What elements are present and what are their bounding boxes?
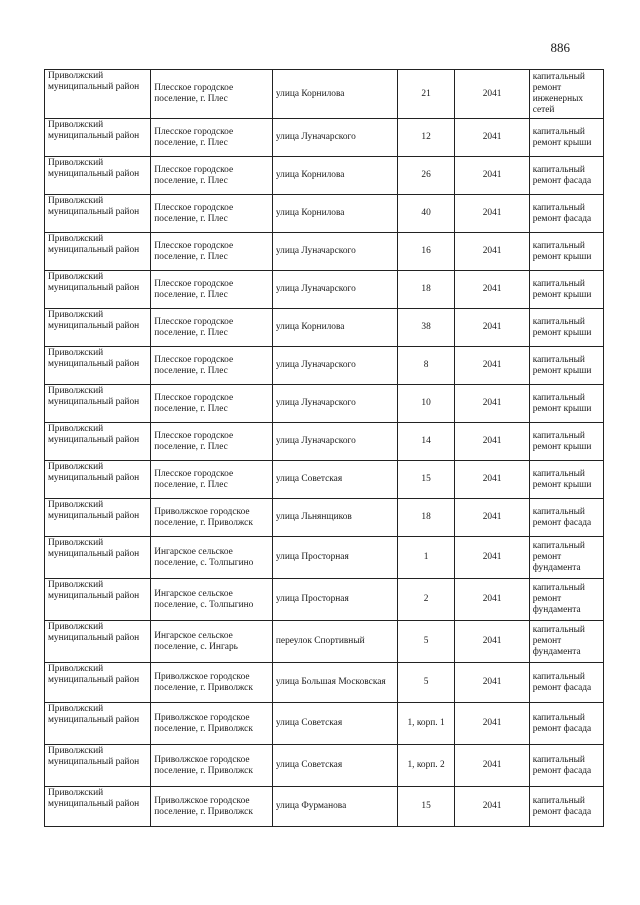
table-row: [45, 385, 604, 423]
street-cell: улица Корнилова: [272, 157, 397, 195]
street-cell: улица Луначарского: [272, 347, 397, 385]
street-cell: улица Луначарского: [272, 423, 397, 461]
settlement-cell: Ингарское сельское поселение, с. Толпыгино: [151, 579, 273, 621]
table-row: [45, 119, 604, 157]
work-type-cell: капитальный ремонт крыши: [529, 119, 603, 157]
district-cell: Приволжский муниципальный район: [45, 309, 151, 347]
settlement-cell: Ингарское сельское поселение, с. Толпыгино: [151, 537, 273, 579]
year-cell: 2041: [455, 703, 529, 745]
house-number-cell: 15: [397, 787, 455, 827]
district-cell: Приволжский муниципальный район: [45, 233, 151, 271]
work-type-cell: капитальный ремонт фундамента: [529, 621, 603, 663]
work-type-cell: капитальный ремонт фасада: [529, 787, 603, 827]
year-cell: 2041: [455, 663, 529, 703]
year-cell: 2041: [455, 309, 529, 347]
street-cell: улица Просторная: [272, 537, 397, 579]
table-row: [45, 233, 604, 271]
table-row: [45, 579, 604, 621]
house-number-cell: 18: [397, 499, 455, 537]
house-number-cell: 15: [397, 461, 455, 499]
house-number-cell: 12: [397, 119, 455, 157]
table-row: [45, 423, 604, 461]
district-cell: Приволжский муниципальный район: [45, 579, 151, 621]
settlement-cell: Приволжское городское поселение, г. Приволжск: [151, 787, 273, 827]
work-type-cell: капитальный ремонт фундамента: [529, 579, 603, 621]
work-type-cell: капитальный ремонт фасада: [529, 195, 603, 233]
house-number-cell: 16: [397, 233, 455, 271]
street-cell: улица Советская: [272, 461, 397, 499]
house-number-cell: 5: [397, 621, 455, 663]
street-cell: улица Советская: [272, 745, 397, 787]
street-cell: улица Корнилова: [272, 195, 397, 233]
settlement-cell: Плесское городское поселение, г. Плес: [151, 70, 273, 119]
year-cell: 2041: [455, 385, 529, 423]
table-row: [45, 461, 604, 499]
year-cell: 2041: [455, 461, 529, 499]
work-type-cell: капитальный ремонт крыши: [529, 309, 603, 347]
page-number: 886: [550, 40, 570, 55]
work-type-cell: капитальный ремонт фасада: [529, 703, 603, 745]
street-cell: улица Корнилова: [272, 309, 397, 347]
settlement-cell: Плесское городское поселение, г. Плес: [151, 461, 273, 499]
settlement-cell: Плесское городское поселение, г. Плес: [151, 195, 273, 233]
table-row: [45, 195, 604, 233]
house-number-cell: 5: [397, 663, 455, 703]
street-cell: улица Советская: [272, 703, 397, 745]
year-cell: 2041: [455, 157, 529, 195]
settlement-cell: Плесское городское поселение, г. Плес: [151, 385, 273, 423]
street-cell: улица Корнилова: [272, 70, 397, 119]
district-cell: Приволжский муниципальный район: [45, 621, 151, 663]
house-number-cell: 2: [397, 579, 455, 621]
year-cell: 2041: [455, 787, 529, 827]
settlement-cell: Плесское городское поселение, г. Плес: [151, 271, 273, 309]
settlement-cell: Плесское городское поселение, г. Плес: [151, 157, 273, 195]
year-cell: 2041: [455, 621, 529, 663]
table-row: [45, 309, 604, 347]
table-row: [45, 271, 604, 309]
table-row: [45, 621, 604, 663]
district-cell: Приволжский муниципальный район: [45, 745, 151, 787]
work-type-cell: капитальный ремонт крыши: [529, 461, 603, 499]
year-cell: 2041: [455, 271, 529, 309]
district-cell: Приволжский муниципальный район: [45, 499, 151, 537]
year-cell: 2041: [455, 347, 529, 385]
street-cell: улица Просторная: [272, 579, 397, 621]
house-number-cell: 1, корп. 2: [397, 745, 455, 787]
repair-schedule-table: [44, 69, 604, 827]
street-cell: улица Луначарского: [272, 385, 397, 423]
work-type-cell: капитальный ремонт крыши: [529, 233, 603, 271]
house-number-cell: 10: [397, 385, 455, 423]
table-row: [45, 347, 604, 385]
district-cell: Приволжский муниципальный район: [45, 195, 151, 233]
year-cell: 2041: [455, 745, 529, 787]
table-row: [45, 787, 604, 827]
district-cell: Приволжский муниципальный район: [45, 787, 151, 827]
house-number-cell: 38: [397, 309, 455, 347]
work-type-cell: капитальный ремонт крыши: [529, 423, 603, 461]
year-cell: 2041: [455, 70, 529, 119]
district-cell: Приволжский муниципальный район: [45, 423, 151, 461]
table-body: [45, 70, 604, 827]
settlement-cell: Приволжское городское поселение, г. Приволжск: [151, 663, 273, 703]
table-row: [45, 499, 604, 537]
table-row: [45, 70, 604, 119]
street-cell: переулок Спортивный: [272, 621, 397, 663]
year-cell: 2041: [455, 195, 529, 233]
work-type-cell: капитальный ремонт фасада: [529, 157, 603, 195]
work-type-cell: капитальный ремонт крыши: [529, 347, 603, 385]
house-number-cell: 18: [397, 271, 455, 309]
house-number-cell: 14: [397, 423, 455, 461]
work-type-cell: капитальный ремонт инженерных сетей: [529, 70, 603, 119]
house-number-cell: 1, корп. 1: [397, 703, 455, 745]
street-cell: улица Луначарского: [272, 119, 397, 157]
year-cell: 2041: [455, 537, 529, 579]
district-cell: Приволжский муниципальный район: [45, 347, 151, 385]
year-cell: 2041: [455, 233, 529, 271]
settlement-cell: Плесское городское поселение, г. Плес: [151, 423, 273, 461]
year-cell: 2041: [455, 579, 529, 621]
settlement-cell: Приволжское городское поселение, г. Приволжск: [151, 703, 273, 745]
table-row: [45, 157, 604, 195]
district-cell: Приволжский муниципальный район: [45, 663, 151, 703]
settlement-cell: Плесское городское поселение, г. Плес: [151, 119, 273, 157]
table-row: [45, 745, 604, 787]
house-number-cell: 1: [397, 537, 455, 579]
settlement-cell: Приволжское городское поселение, г. Приволжск: [151, 745, 273, 787]
district-cell: Приволжский муниципальный район: [45, 119, 151, 157]
table-row: [45, 663, 604, 703]
settlement-cell: Приволжское городское поселение, г. Приволжск: [151, 499, 273, 537]
settlement-cell: Плесское городское поселение, г. Плес: [151, 233, 273, 271]
work-type-cell: капитальный ремонт фасада: [529, 499, 603, 537]
table-row: [45, 537, 604, 579]
work-type-cell: капитальный ремонт крыши: [529, 385, 603, 423]
district-cell: Приволжский муниципальный район: [45, 157, 151, 195]
street-cell: улица Луначарского: [272, 271, 397, 309]
district-cell: Приволжский муниципальный район: [45, 70, 151, 119]
year-cell: 2041: [455, 499, 529, 537]
settlement-cell: Плесское городское поселение, г. Плес: [151, 309, 273, 347]
work-type-cell: капитальный ремонт фасада: [529, 663, 603, 703]
work-type-cell: капитальный ремонт фасада: [529, 745, 603, 787]
street-cell: улица Льнянщиков: [272, 499, 397, 537]
settlement-cell: Плесское городское поселение, г. Плес: [151, 347, 273, 385]
district-cell: Приволжский муниципальный район: [45, 271, 151, 309]
district-cell: Приволжский муниципальный район: [45, 461, 151, 499]
house-number-cell: 40: [397, 195, 455, 233]
table-row: [45, 703, 604, 745]
street-cell: улица Фурманова: [272, 787, 397, 827]
year-cell: 2041: [455, 423, 529, 461]
settlement-cell: Ингарское сельское поселение, с. Ингарь: [151, 621, 273, 663]
year-cell: 2041: [455, 119, 529, 157]
work-type-cell: капитальный ремонт фундамента: [529, 537, 603, 579]
street-cell: улица Большая Московская: [272, 663, 397, 703]
house-number-cell: 8: [397, 347, 455, 385]
house-number-cell: 26: [397, 157, 455, 195]
district-cell: Приволжский муниципальный район: [45, 385, 151, 423]
district-cell: Приволжский муниципальный район: [45, 703, 151, 745]
street-cell: улица Луначарского: [272, 233, 397, 271]
district-cell: Приволжский муниципальный район: [45, 537, 151, 579]
house-number-cell: 21: [397, 70, 455, 119]
work-type-cell: капитальный ремонт крыши: [529, 271, 603, 309]
